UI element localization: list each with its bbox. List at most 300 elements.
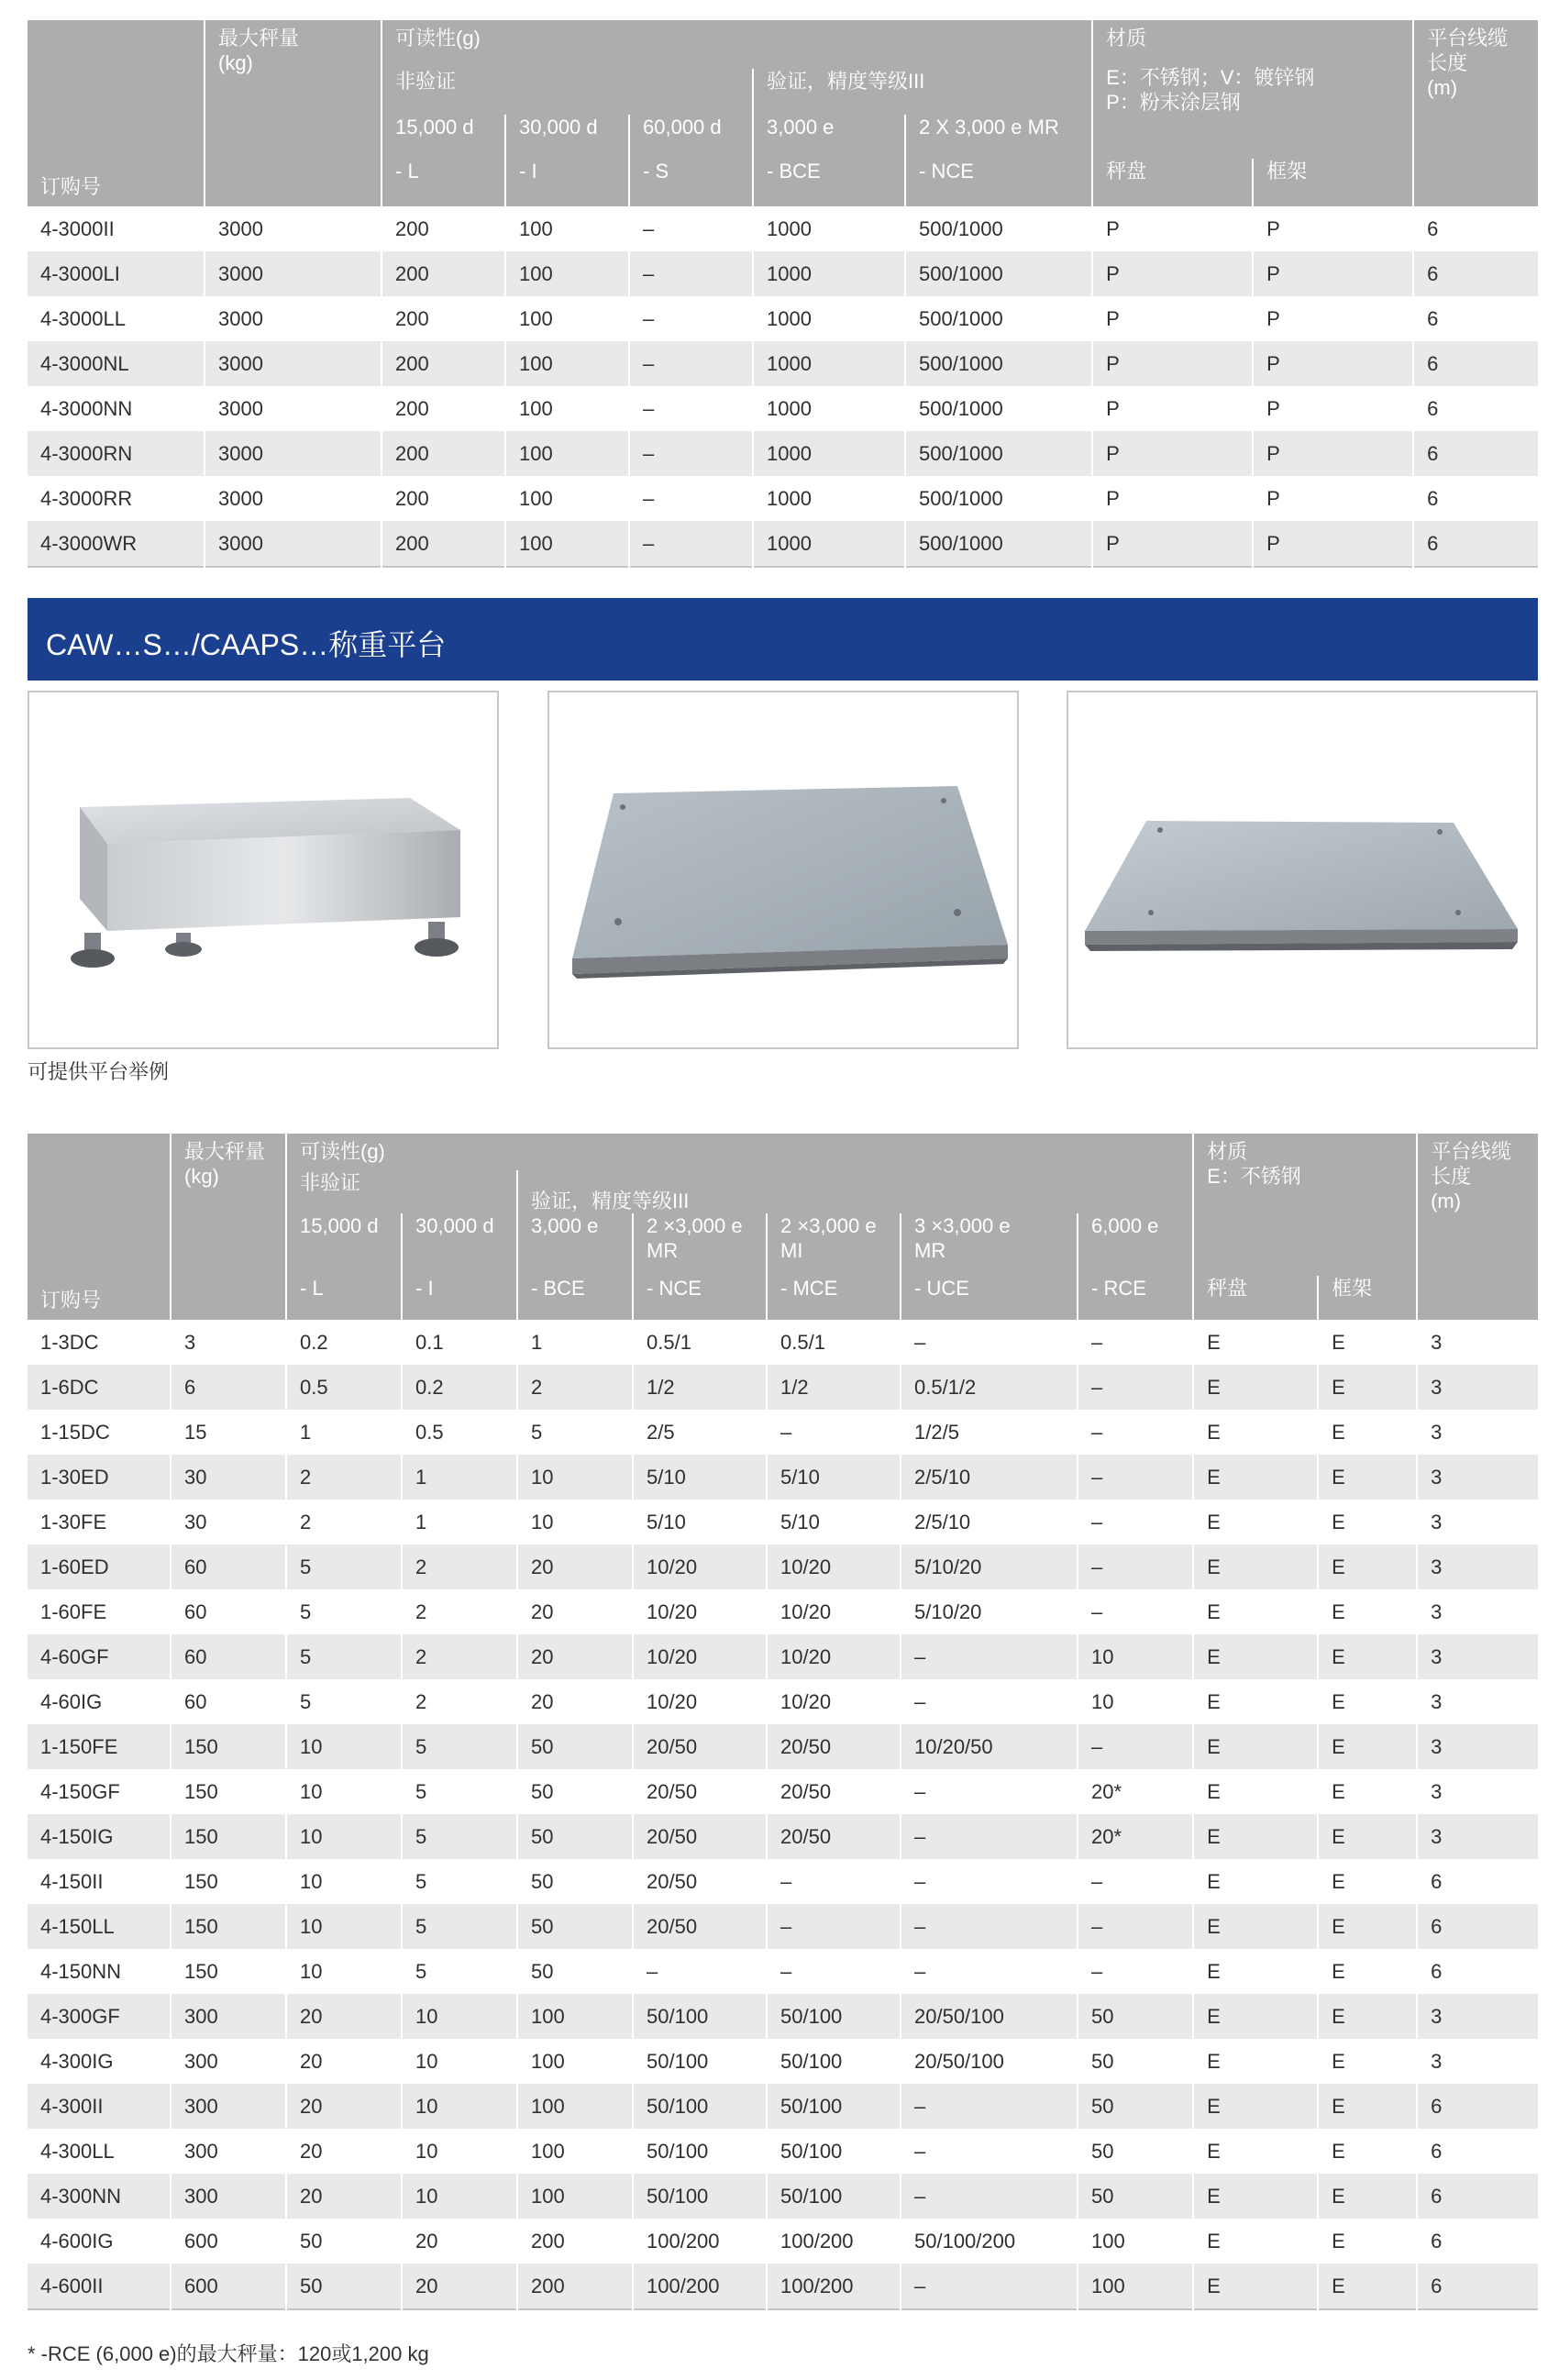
table-cell: 20/50/100 [901, 1994, 1078, 2039]
table-cell: 0.5 [286, 1365, 402, 1410]
order-number-cell: 4-150IG [28, 1814, 171, 1859]
table-cell: 20 [402, 2219, 517, 2264]
table-cell: 6 [1413, 251, 1538, 296]
order-number-cell: 1-15DC [28, 1410, 171, 1455]
table-cell: 1000 [753, 386, 905, 431]
table-cell: 1000 [753, 521, 905, 567]
table-cell: 100 [505, 251, 629, 296]
table-cell: 3000 [205, 206, 381, 251]
table-cell: 20* [1078, 1769, 1193, 1814]
table-cell: – [901, 1904, 1078, 1949]
table-cell: 2 [286, 1455, 402, 1500]
table-cell: 100 [505, 341, 629, 386]
table-cell: 5/10 [633, 1455, 767, 1500]
table-cell: – [629, 251, 753, 296]
table-row [28, 1455, 1538, 1500]
table-cell: 2/5/10 [901, 1500, 1078, 1544]
table-cell: 10 [286, 1814, 402, 1859]
table-cell: 6 [1417, 2084, 1538, 2129]
table-cell: E [1193, 1904, 1318, 1949]
table-cell: 50 [1078, 2174, 1193, 2219]
table-cell: 1000 [753, 206, 905, 251]
table-cell: E [1318, 1589, 1417, 1634]
table-cell: – [767, 1904, 901, 1949]
table-row [28, 2174, 1538, 2219]
table-cell: 20 [286, 2039, 402, 2084]
table-cell: 5 [402, 1769, 517, 1814]
table-cell: 3000 [205, 386, 381, 431]
table-cell: 50/100 [767, 1994, 901, 2039]
col-30000d: 30,000 d [505, 115, 629, 159]
suffix-mce: - MCE [767, 1276, 901, 1320]
table-cell: 10 [1078, 1634, 1193, 1679]
order-number-cell: 4-60IG [28, 1679, 171, 1724]
table-cell: 50/100 [767, 2084, 901, 2129]
table-cell: 50/100 [767, 2174, 901, 2219]
table-cell: 20/50 [767, 1724, 901, 1769]
order-number-cell: 4-150NN [28, 1949, 171, 1994]
table-cell: E [1318, 2264, 1417, 2309]
table-cell: – [1078, 1904, 1193, 1949]
table-cell: 100 [517, 1994, 633, 2039]
table-cell: 100 [505, 386, 629, 431]
table-cell: 100 [517, 2174, 633, 2219]
table-cell: 100/200 [633, 2219, 767, 2264]
table-row [28, 251, 1538, 296]
col-readability: 可读性(g) [286, 1134, 1193, 1170]
table-cell: 5 [402, 1949, 517, 1994]
table-row [28, 1634, 1538, 1679]
table-cell: 10 [402, 1994, 517, 2039]
table-cell: 3 [1417, 1814, 1538, 1859]
order-number-cell: 1-60ED [28, 1544, 171, 1589]
table-cell: 20/50 [633, 1814, 767, 1859]
table-cell: 20 [286, 1994, 402, 2039]
table-cell: 150 [171, 1859, 286, 1904]
table-cell: 150 [171, 1724, 286, 1769]
col-30000d: 30,000 d [402, 1213, 517, 1276]
table-cell: E [1318, 2129, 1417, 2174]
table-cell: – [1078, 1949, 1193, 1994]
table-cell: 200 [381, 386, 505, 431]
table-cell: 3 [171, 1320, 286, 1365]
table-cell: 2 [402, 1634, 517, 1679]
table-cell: – [901, 2264, 1078, 2309]
table-cell: 50 [1078, 2084, 1193, 2129]
table-header [28, 20, 1538, 206]
table-cell: – [1078, 1589, 1193, 1634]
table-cell: 5 [286, 1679, 402, 1724]
table-cell: 150 [171, 1949, 286, 1994]
material-label: 材质 [1106, 27, 1147, 50]
table-cell: P [1092, 431, 1253, 476]
platform-image-3 [1067, 691, 1538, 1049]
table-cell: – [629, 476, 753, 521]
col-3x3000e-mr: 3 ×3,000 e MR [901, 1213, 1078, 1276]
table-cell: P [1253, 431, 1413, 476]
table-cell: E [1193, 2039, 1318, 2084]
table-cell: E [1193, 1589, 1318, 1634]
table-cell: 10/20/50 [901, 1724, 1078, 1769]
col-cable-length: 平台线缆 长度 (m) [1413, 20, 1538, 206]
table-cell: 50/100 [633, 2084, 767, 2129]
table-cell: – [767, 1410, 901, 1455]
order-number-cell: 4-300IG [28, 2039, 171, 2084]
table-cell: E [1318, 1769, 1417, 1814]
table-cell: 200 [381, 476, 505, 521]
table-cell: 60 [171, 1589, 286, 1634]
order-number-cell: 1-3DC [28, 1320, 171, 1365]
order-number-cell: 4-300LL [28, 2129, 171, 2174]
table-cell: 1000 [753, 476, 905, 521]
table-cell: 3 [1417, 1994, 1538, 2039]
table-cell: – [901, 1679, 1078, 1724]
section-banner [28, 598, 1538, 681]
table-cell: 3 [1417, 1544, 1538, 1589]
table-cell: 20/50 [633, 1904, 767, 1949]
table-row [28, 1500, 1538, 1544]
suffix-bce: - BCE [753, 159, 905, 206]
col-2x3000e-mi: 2 ×3,000 e MI [767, 1213, 901, 1276]
table-cell: 100/200 [767, 2264, 901, 2309]
table-cell: 60 [171, 1634, 286, 1679]
table-cell: P [1092, 386, 1253, 431]
table-cell: 3000 [205, 521, 381, 567]
table-cell: 50/100 [633, 2039, 767, 2084]
table-cell: E [1318, 1544, 1417, 1589]
table-cell: – [1078, 1500, 1193, 1544]
table-cell: 50 [1078, 1994, 1193, 2039]
table-row [28, 386, 1538, 431]
table-cell: 0.2 [286, 1320, 402, 1365]
table-cell: E [1318, 1410, 1417, 1455]
platform-image-2 [547, 691, 1019, 1049]
table-cell: 10 [286, 1949, 402, 1994]
table-cell: 1 [402, 1455, 517, 1500]
table-cell: 500/1000 [905, 251, 1092, 296]
table-cell: E [1318, 1949, 1417, 1994]
table-cell: 50/100/200 [901, 2219, 1078, 2264]
table-cell: 10 [517, 1500, 633, 1544]
table-cell: E [1193, 2219, 1318, 2264]
table-cell: 10 [517, 1455, 633, 1500]
table-cell: 50/100 [767, 2039, 901, 2084]
table-cell: – [901, 2084, 1078, 2129]
table-cell: 10/20 [633, 1634, 767, 1679]
order-number-cell: 4-150II [28, 1859, 171, 1904]
table-cell: P [1092, 251, 1253, 296]
table-cell: 20/50 [767, 1769, 901, 1814]
table-body [28, 1320, 1538, 2309]
col-frame: 框架 [1318, 1276, 1417, 1320]
table-cell: – [901, 2174, 1078, 2219]
table-cell: – [901, 1634, 1078, 1679]
table-cell: 100 [505, 296, 629, 341]
table-cell: 2/5/10 [901, 1455, 1078, 1500]
table-cell: 1/2 [767, 1365, 901, 1410]
table-cell: 300 [171, 2039, 286, 2084]
suffix-nce: - NCE [633, 1276, 767, 1320]
table-cell: 1/2 [633, 1365, 767, 1410]
suffix-s: - S [629, 159, 753, 206]
table-cell: 20 [402, 2264, 517, 2309]
table-cell: E [1193, 1410, 1318, 1455]
table-row [28, 1544, 1538, 1589]
table-cell: 100 [1078, 2219, 1193, 2264]
col-non-verified: 非验证 [381, 69, 753, 115]
table-cell: – [767, 1949, 901, 1994]
table-cell: P [1092, 296, 1253, 341]
table-cell: 100 [505, 476, 629, 521]
col-3000e: 3,000 e [517, 1213, 633, 1276]
section-title: CAW…S…/CAAPS…称重平台 [46, 628, 447, 661]
table-cell: 1 [517, 1320, 633, 1365]
table-cell: 15 [171, 1410, 286, 1455]
table-cell: 3 [1417, 1679, 1538, 1724]
table-cell: 50 [517, 1859, 633, 1904]
table-cell: 50/100 [767, 2129, 901, 2174]
table-row [28, 2129, 1538, 2174]
table-cell: E [1318, 1859, 1417, 1904]
table-cell: 10/20 [767, 1679, 901, 1724]
table-cell: 500/1000 [905, 341, 1092, 386]
table-cell: 200 [381, 251, 505, 296]
col-verified: 验证，精度等级III [517, 1170, 1193, 1213]
table-cell: 5 [286, 1544, 402, 1589]
table-cell: P [1253, 521, 1413, 567]
table-row [28, 1320, 1538, 1365]
order-number-cell: 1-60FE [28, 1589, 171, 1634]
suffix-nce: - NCE [905, 159, 1092, 206]
table-cell: 500/1000 [905, 296, 1092, 341]
table-cell: 20 [517, 1634, 633, 1679]
table-cell: 6 [1417, 2129, 1538, 2174]
table-cell: 150 [171, 1904, 286, 1949]
table-cell: – [901, 1769, 1078, 1814]
table-cell: – [1078, 1320, 1193, 1365]
table-row [28, 476, 1538, 521]
table-cell: E [1318, 2219, 1417, 2264]
table-row [28, 1769, 1538, 1814]
table-row [28, 1994, 1538, 2039]
table-cell: E [1193, 2174, 1318, 2219]
table-cell: 10/20 [767, 1589, 901, 1634]
table-cell: P [1253, 341, 1413, 386]
table-cell: E [1193, 2264, 1318, 2309]
table-cell: 20* [1078, 1814, 1193, 1859]
table-cell: 500/1000 [905, 386, 1092, 431]
table-cell: 50 [286, 2264, 402, 2309]
table-cell: 20 [286, 2174, 402, 2219]
material-note: E：不锈钢；V：镀锌钢 P：粉末涂层钢 [1106, 66, 1315, 114]
spec-table-caw [28, 1134, 1538, 2310]
table-cell: 30 [171, 1500, 286, 1544]
table-row [28, 521, 1538, 567]
table-header [28, 1134, 1538, 1320]
table-cell: E [1318, 1500, 1417, 1544]
table-cell: 2 [402, 1679, 517, 1724]
table-cell: E [1318, 1814, 1417, 1859]
order-number-cell: 4-3000LI [28, 251, 205, 296]
spec-table-heavy [28, 20, 1538, 568]
table-cell: 1000 [753, 251, 905, 296]
table-cell: 50/100 [633, 1994, 767, 2039]
order-number-cell: 1-6DC [28, 1365, 171, 1410]
table-cell: – [1078, 1859, 1193, 1904]
table-row [28, 2039, 1538, 2084]
order-number-cell: 4-3000WR [28, 521, 205, 567]
table-cell: 10/20 [633, 1589, 767, 1634]
table-cell: – [1078, 1365, 1193, 1410]
image-caption: 可提供平台举例 [28, 1060, 170, 1083]
table-cell: 6 [1413, 296, 1538, 341]
table-cell: 0.5 [402, 1410, 517, 1455]
table-cell: 10/20 [767, 1634, 901, 1679]
table-cell: 3 [1417, 2039, 1538, 2084]
table-cell: 60 [171, 1679, 286, 1724]
col-15000d: 15,000 d [381, 115, 505, 159]
table-cell: 5 [517, 1410, 633, 1455]
order-number-cell: 4-600IG [28, 2219, 171, 2264]
table-cell: E [1318, 1634, 1417, 1679]
col-material: 材质 E：不锈钢 [1193, 1134, 1417, 1276]
table-cell: 50 [517, 1904, 633, 1949]
table-cell: P [1253, 476, 1413, 521]
table-cell: 20 [517, 1679, 633, 1724]
table-cell: 3 [1417, 1500, 1538, 1544]
table-cell: E [1318, 1679, 1417, 1724]
table-cell: 1/2/5 [901, 1410, 1078, 1455]
table-cell: P [1253, 386, 1413, 431]
order-number-cell: 4-3000RN [28, 431, 205, 476]
table-cell: 200 [381, 521, 505, 567]
table-row [28, 431, 1538, 476]
flat-platform-angled-icon [1068, 692, 1536, 1047]
table-cell: E [1193, 1724, 1318, 1769]
table-cell: – [629, 296, 753, 341]
table-cell: E [1193, 1814, 1318, 1859]
table-cell: – [629, 521, 753, 567]
table-cell: 3000 [205, 476, 381, 521]
table-cell: E [1318, 2039, 1417, 2084]
table-cell: 30 [171, 1455, 286, 1500]
table-cell: – [901, 1814, 1078, 1859]
table-cell: 50 [1078, 2039, 1193, 2084]
table-cell: 500/1000 [905, 521, 1092, 567]
table-cell: 100 [517, 2039, 633, 2084]
table-cell: E [1318, 2174, 1417, 2219]
table-cell: 1 [286, 1410, 402, 1455]
table-cell: 3000 [205, 251, 381, 296]
col-max-capacity: 最大秤量 (kg) [205, 20, 381, 206]
table-cell: – [1078, 1544, 1193, 1589]
table-cell: 3 [1417, 1320, 1538, 1365]
table-cell: E [1193, 1500, 1318, 1544]
table-cell: 3000 [205, 431, 381, 476]
table-cell: 20/50 [633, 1769, 767, 1814]
table-cell: E [1193, 1769, 1318, 1814]
table-cell: 60 [171, 1544, 286, 1589]
table-cell: – [629, 431, 753, 476]
table-cell: 5/10/20 [901, 1589, 1078, 1634]
table-cell: E [1318, 1455, 1417, 1500]
table-cell: E [1318, 2084, 1417, 2129]
table-cell: 300 [171, 2174, 286, 2219]
table-cell: 3 [1417, 1365, 1538, 1410]
table-cell: 6 [1413, 206, 1538, 251]
order-number-cell: 4-300NN [28, 2174, 171, 2219]
table-cell: P [1253, 251, 1413, 296]
table-cell: E [1193, 1455, 1318, 1500]
order-number-cell: 1-30ED [28, 1455, 171, 1500]
table-cell: E [1318, 1365, 1417, 1410]
table-cell: 20/50 [633, 1724, 767, 1769]
suffix-rce: - RCE [1078, 1276, 1193, 1320]
table-cell: 10/20 [633, 1679, 767, 1724]
table-row [28, 2084, 1538, 2129]
col-6000e: 6,000 e [1078, 1213, 1193, 1276]
table-cell: 10 [286, 1904, 402, 1949]
table-cell: 6 [1417, 1859, 1538, 1904]
table-cell: P [1092, 206, 1253, 251]
table-cell: 6 [1413, 521, 1538, 567]
order-number-cell: 1-150FE [28, 1724, 171, 1769]
col-readability: 可读性(g) [381, 20, 1092, 69]
table-cell: 50 [517, 1814, 633, 1859]
table-cell: 10 [286, 1724, 402, 1769]
table-row [28, 1904, 1538, 1949]
table-cell: 500/1000 [905, 431, 1092, 476]
table-cell: 50 [517, 1769, 633, 1814]
table-cell: 20/50/100 [901, 2039, 1078, 2084]
table-row [28, 1859, 1538, 1904]
order-number-cell: 4-3000LL [28, 296, 205, 341]
table-cell: 5 [402, 1859, 517, 1904]
table-cell: 500/1000 [905, 206, 1092, 251]
platform-with-feet-icon [29, 692, 497, 1047]
table-cell: 50 [517, 1724, 633, 1769]
table-cell: 20/50 [633, 1859, 767, 1904]
table-cell: 3 [1417, 1455, 1538, 1500]
table-cell: 0.5/1/2 [901, 1365, 1078, 1410]
suffix-i: - I [402, 1276, 517, 1320]
table-cell: 1000 [753, 341, 905, 386]
order-number-cell: 4-60GF [28, 1634, 171, 1679]
table-cell: 150 [171, 1814, 286, 1859]
table-cell: 20 [517, 1544, 633, 1589]
order-number-cell: 4-150GF [28, 1769, 171, 1814]
table-cell: 300 [171, 2084, 286, 2129]
table-cell: E [1318, 1724, 1417, 1769]
table-cell: 100/200 [767, 2219, 901, 2264]
table-cell: – [767, 1859, 901, 1904]
table-cell: – [1078, 1410, 1193, 1455]
table-cell: 1000 [753, 431, 905, 476]
table-cell: 5 [402, 1904, 517, 1949]
table-cell: 500/1000 [905, 476, 1092, 521]
material-spacer [1092, 115, 1413, 159]
order-number-cell: 4-600II [28, 2264, 171, 2309]
table-cell: 600 [171, 2264, 286, 2309]
suffix-i: - I [505, 159, 629, 206]
table-cell: – [633, 1949, 767, 1994]
table-cell: 100 [505, 521, 629, 567]
table-row [28, 341, 1538, 386]
table-cell: 0.1 [402, 1320, 517, 1365]
table-cell: 100 [505, 206, 629, 251]
table-cell: – [1078, 1455, 1193, 1500]
suffix-bce: - BCE [517, 1276, 633, 1320]
